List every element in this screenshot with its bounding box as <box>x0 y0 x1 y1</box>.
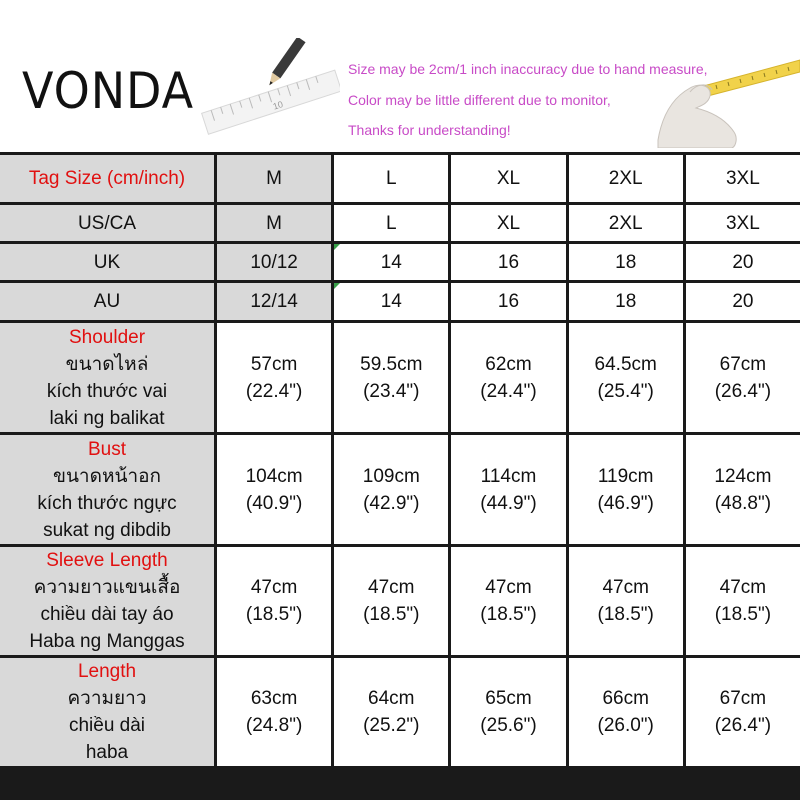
measure-cell <box>334 323 448 432</box>
measure-cell <box>451 547 565 655</box>
inch-value: (26.4") <box>714 380 772 402</box>
inch-value: (18.5") <box>363 604 420 625</box>
measure-cell <box>569 323 683 432</box>
cm-value: 67cm <box>719 353 767 375</box>
measure-name-filipino: laki ng balikat <box>49 407 165 429</box>
region-label-au: AU <box>0 283 214 320</box>
inch-value: (26.4") <box>714 715 772 736</box>
inch-value: (22.4") <box>245 380 303 402</box>
cm-value: 47cm <box>485 577 532 598</box>
measure-name: Sleeve Length <box>46 550 168 571</box>
cm-value: 114cm <box>480 465 537 487</box>
measure-cell <box>451 658 565 766</box>
notice-line-2: Color may be little different due to monitor, <box>348 92 611 108</box>
inch-value: (26.0") <box>597 715 654 736</box>
size-header-m: M <box>217 155 331 202</box>
measure-name: Shoulder <box>68 326 146 348</box>
measure-cell <box>686 547 800 655</box>
region-cell: 3XL <box>686 205 800 241</box>
region-cell: L <box>334 205 448 241</box>
cm-value: 109cm <box>362 465 420 487</box>
cm-value: 64.5cm <box>594 353 657 375</box>
cm-value: 104cm <box>245 465 303 487</box>
measure-name-filipino: sukat ng dibdib <box>43 519 171 541</box>
cm-value: 64cm <box>368 688 415 709</box>
size-header-l: L <box>334 155 448 202</box>
inch-value: (23.4") <box>363 380 420 402</box>
measure-label-shoulder <box>0 323 214 432</box>
region-cell: 14 <box>334 244 448 280</box>
region-cell: 10/12 <box>217 244 331 280</box>
cm-value: 62cm <box>485 353 532 375</box>
measure-name: Bust <box>87 438 127 460</box>
cm-value: 124cm <box>714 465 772 487</box>
cm-value: 59.5cm <box>360 353 423 375</box>
cm-value: 65cm <box>485 688 532 709</box>
measure-cell <box>569 547 683 655</box>
cm-value: 47cm <box>250 577 298 598</box>
inch-value: (48.8") <box>714 492 772 514</box>
region-cell: 16 <box>451 244 565 280</box>
inch-value: (40.9") <box>245 492 303 514</box>
header-banner <box>0 0 800 150</box>
cm-value: 119cm <box>597 465 654 487</box>
measure-name-vietnamese: kích thước vai <box>46 380 168 402</box>
cm-value: 63cm <box>250 688 298 709</box>
inch-value: (25.2") <box>363 715 420 736</box>
measure-cell <box>217 658 331 766</box>
measure-cell <box>217 547 331 655</box>
size-header-3xl: 3XL <box>686 155 800 202</box>
region-cell: 14 <box>334 283 448 320</box>
inch-value: (42.9") <box>363 492 420 514</box>
cm-value: 47cm <box>602 577 649 598</box>
inch-value: (24.8") <box>245 715 303 736</box>
measure-cell <box>569 435 683 544</box>
measure-cell <box>451 435 565 544</box>
measure-cell <box>334 658 448 766</box>
measure-cell <box>686 435 800 544</box>
measuring-tape-hand-icon <box>656 52 800 148</box>
measure-name-thai: ขนาดหน้าอก <box>52 465 162 487</box>
cm-value: 47cm <box>368 577 415 598</box>
notice-line-1: Size may be 2cm/1 inch inaccuracy due to hand measure, <box>348 61 708 77</box>
region-cell: XL <box>451 205 565 241</box>
size-chart-table <box>0 152 800 800</box>
measure-name: Length <box>77 661 137 682</box>
cm-value: 67cm <box>719 688 767 709</box>
region-cell: 12/14 <box>217 283 331 320</box>
inch-value: (24.4") <box>480 380 537 402</box>
region-cell: M <box>217 205 331 241</box>
inch-value: (46.9") <box>597 492 654 514</box>
ruler-pencil-icon <box>190 38 340 148</box>
tag-size-header: Tag Size (cm/inch) <box>0 155 214 202</box>
region-cell: 18 <box>569 283 683 320</box>
measure-cell <box>686 323 800 432</box>
inch-value: (44.9") <box>480 492 537 514</box>
region-label-uk: UK <box>0 244 214 280</box>
measure-name-vietnamese: chiều dài tay áo <box>40 604 174 625</box>
cm-value: 47cm <box>719 577 767 598</box>
region-cell: 16 <box>451 283 565 320</box>
measure-cell <box>334 435 448 544</box>
measure-cell <box>451 323 565 432</box>
region-cell: 20 <box>686 244 800 280</box>
cm-value: 66cm <box>602 688 649 709</box>
measure-label-sleeve-length <box>0 547 214 655</box>
inch-value: (18.5") <box>714 604 772 625</box>
measure-name-vietnamese: chiều dài <box>68 715 146 736</box>
measure-name-filipino: haba <box>85 742 129 763</box>
measure-cell <box>334 547 448 655</box>
inch-value: (18.5") <box>480 604 537 625</box>
cm-value: 57cm <box>250 353 298 375</box>
measure-name-thai: ขนาดไหล่ <box>65 353 149 375</box>
region-cell: 20 <box>686 283 800 320</box>
measure-cell <box>217 323 331 432</box>
measure-name-thai: ความยาว <box>67 688 147 709</box>
ruler-label: 10 <box>271 99 285 112</box>
inch-value: (25.6") <box>480 715 537 736</box>
measure-label-length <box>0 658 214 766</box>
measure-cell <box>686 658 800 766</box>
measure-name-filipino: Haba ng Manggas <box>29 631 185 652</box>
region-cell: 2XL <box>569 205 683 241</box>
brand-logo: VONDA <box>22 62 194 120</box>
measure-name-vietnamese: kích thước ngực <box>37 492 177 514</box>
region-label-us-ca: US/CA <box>0 205 214 241</box>
size-header-2xl: 2XL <box>569 155 683 202</box>
inch-value: (25.4") <box>597 380 654 402</box>
size-header-xl: XL <box>451 155 565 202</box>
region-cell: 18 <box>569 244 683 280</box>
notice-line-3: Thanks for understanding! <box>348 122 511 138</box>
inch-value: (18.5") <box>597 604 654 625</box>
measure-name-thai: ความยาวแขนเสื้อ <box>33 577 181 598</box>
measure-label-bust <box>0 435 214 544</box>
inch-value: (18.5") <box>245 604 303 625</box>
measure-cell <box>217 435 331 544</box>
measure-cell <box>569 658 683 766</box>
